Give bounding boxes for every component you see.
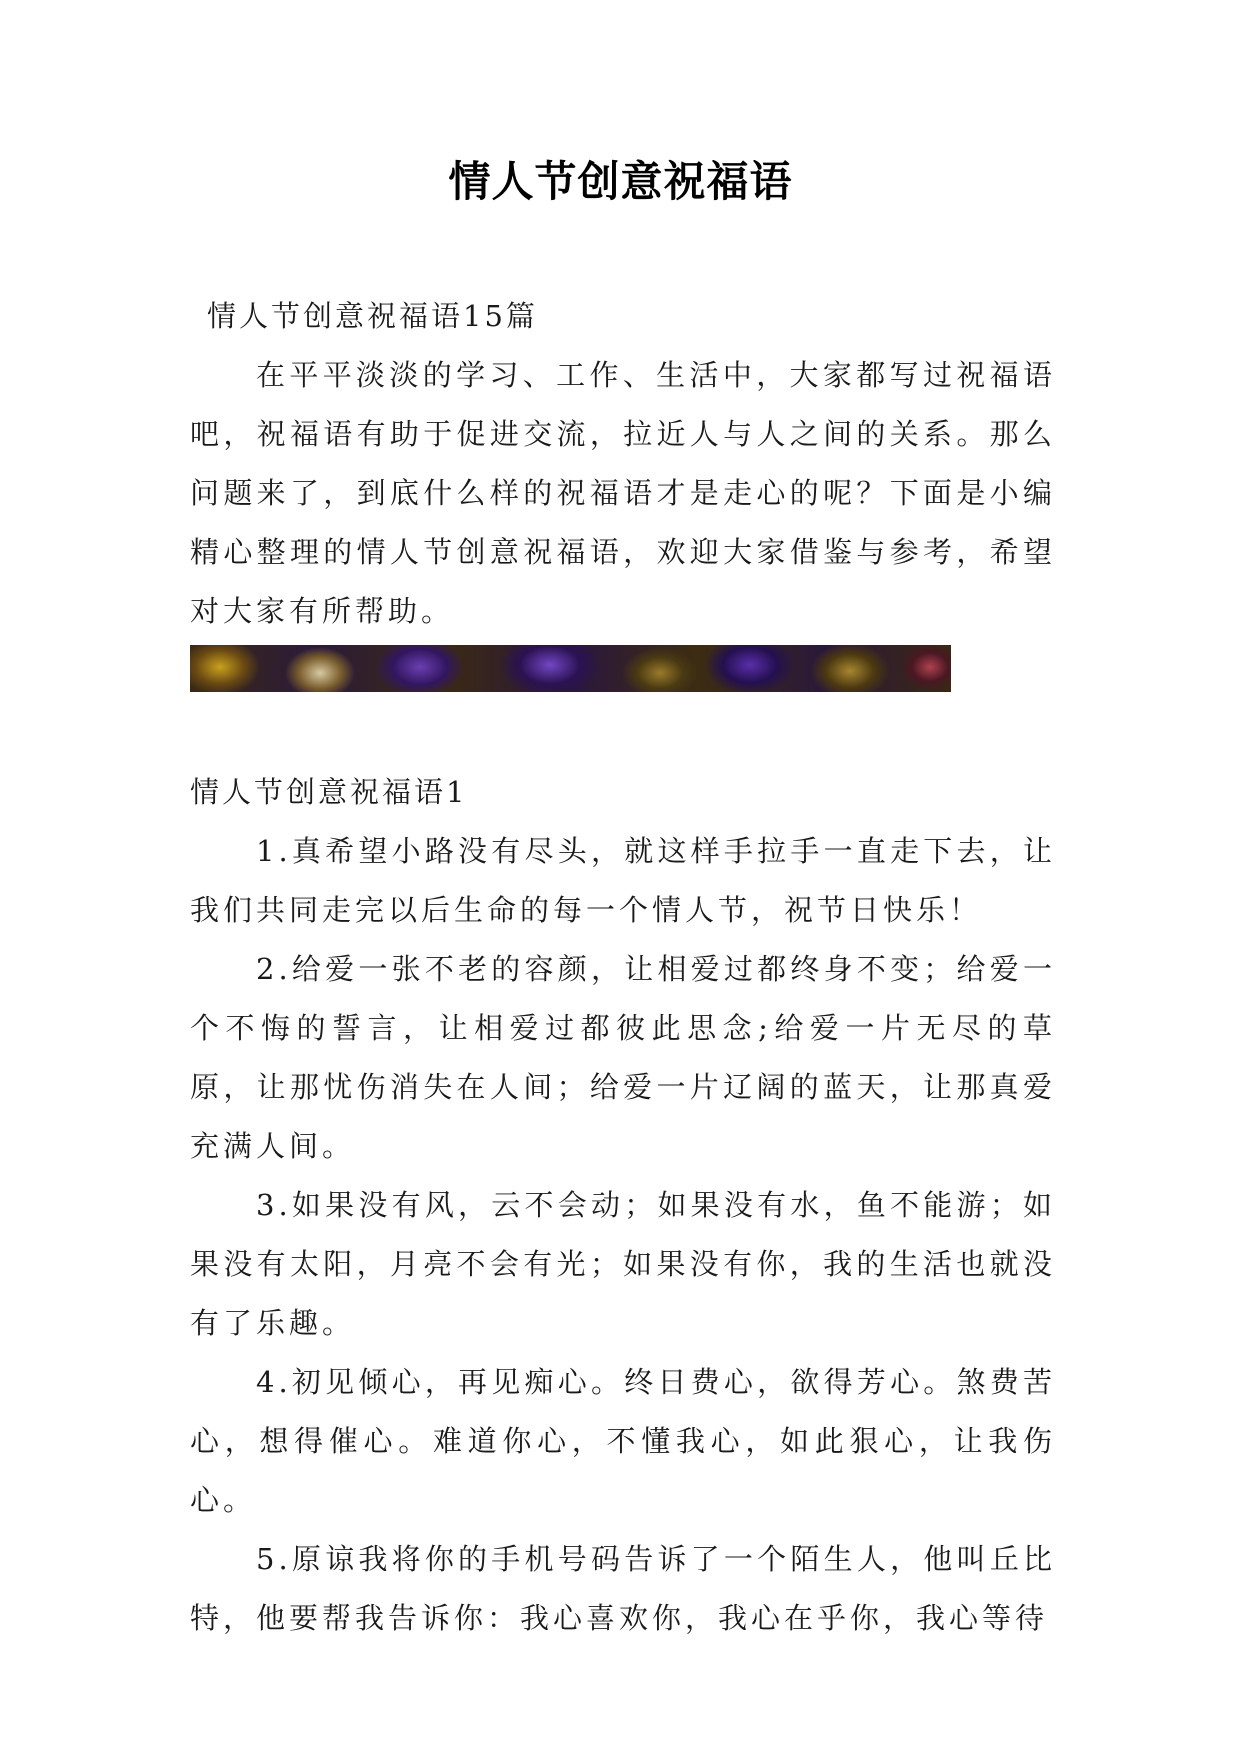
document-body: [190, 286, 1056, 1648]
greeting-item: 4.初见倾心，再见痴心。终日费心，欲得芳心。煞费苦心，想得催心。难道你心，不懂我心，如此狠心，让我伤心。: [190, 1365, 1056, 1517]
greeting-item: 3.如果没有风，云不会动；如果没有水，鱼不能游；如果没有太阳，月亮不会有光；如果没有你，我的生活也就没有了乐趣。: [190, 1188, 1056, 1340]
decorative-banner-image: [190, 645, 951, 692]
greeting-list: [190, 822, 1056, 1648]
greeting-item: 1.真希望小路没有尽头，就这样手拉手一直走下去，让我们共同走完以后生命的每一个情人节，祝节日快乐！: [190, 834, 1056, 927]
intro-paragraph: 在平平淡淡的学习、工作、生活中，大家都写过祝福语吧，祝福语有助于促进交流，拉近人与人之间的关系。那么问题来了，到底什么样的祝福语才是走心的呢？下面是小编精心整理的情人节创意祝福语，欢迎大家借鉴与参考，希望对大家有所帮助。: [190, 358, 1056, 628]
document-subtitle: 情人节创意祝福语15篇: [207, 299, 538, 333]
document-title: 情人节创意祝福语: [448, 157, 793, 206]
greeting-item: 5.原谅我将你的手机号码告诉了一个陌生人，他叫丘比特，他要帮我告诉你：我心喜欢你，我心在乎你，我心等待: [190, 1542, 1056, 1635]
section-heading: 情人节创意祝福语1: [190, 775, 468, 809]
greeting-item: 2.给爱一张不老的容颜，让相爱过都终身不变；给爱一个不悔的誓言，让相爱过都彼此思念;给爱一片无尽的草原，让那忧伤消失在人间；给爱一片辽阔的蓝天，让那真爱充满人间。: [190, 952, 1056, 1163]
